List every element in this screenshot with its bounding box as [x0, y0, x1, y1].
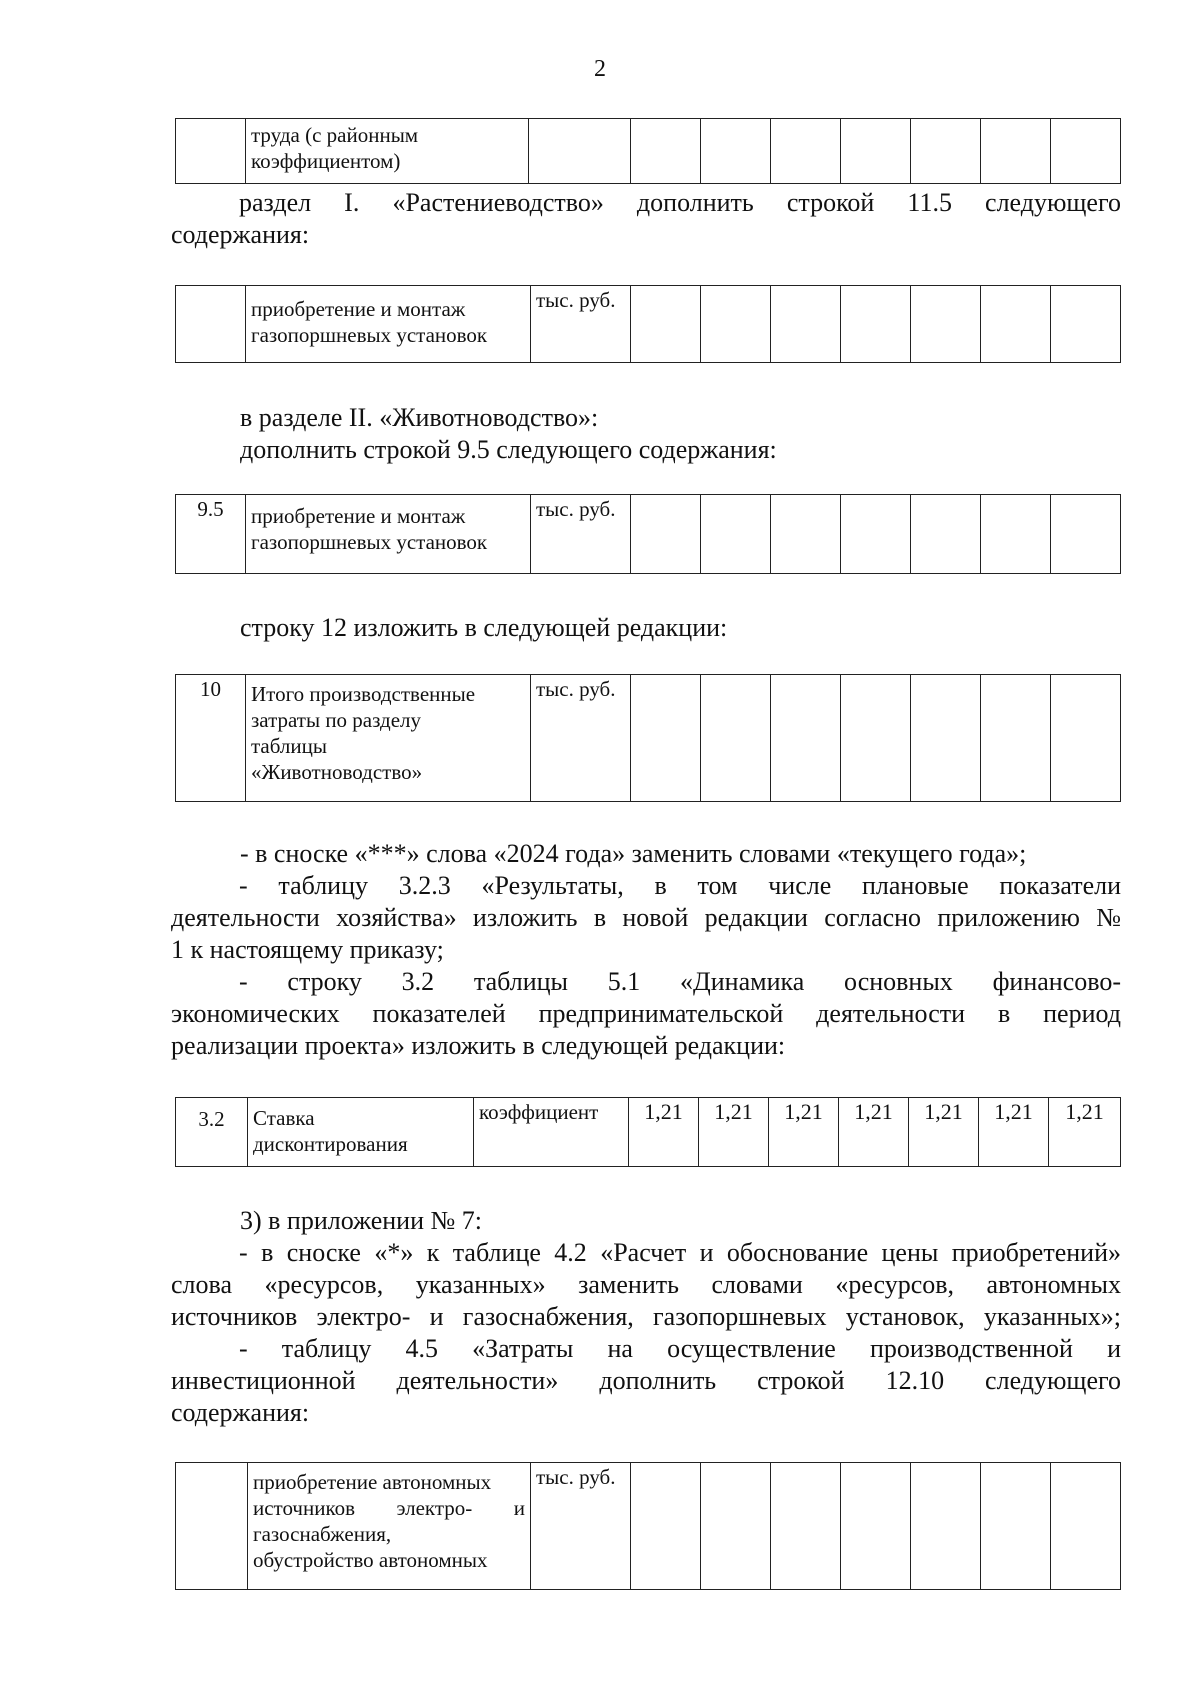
row-name-line: обустройство автономных — [253, 1548, 488, 1572]
text-line: - в сноске «*» к таблице 4.2 «Расчет и обоснование цены приобретений» — [239, 1238, 1121, 1267]
table-row — [176, 1463, 1121, 1590]
row-name-line: газопоршневых установок — [251, 323, 488, 347]
row-name-cell — [246, 286, 531, 363]
row-number-cell — [176, 119, 246, 184]
value-cell — [1051, 119, 1121, 184]
text-line: содержания: — [171, 220, 310, 249]
value-cell — [701, 675, 771, 802]
value-cell: 1,21 — [839, 1098, 909, 1167]
unit-cell: тыс. руб. — [531, 495, 631, 574]
value-cell — [701, 1463, 771, 1590]
value-cell — [981, 675, 1051, 802]
row-name-line: приобретение и монтаж — [251, 297, 466, 321]
value-cell — [981, 119, 1051, 184]
row-number-cell: 3.2 — [176, 1098, 248, 1167]
value-cell — [911, 675, 981, 802]
row-name-cell — [248, 1098, 474, 1167]
paragraph-table-4-2 — [171, 1237, 1121, 1269]
text-line: деятельности хозяйства» изложить в новой редакции согласно приложению № — [171, 903, 1121, 932]
value-cell: 1,21 — [1049, 1098, 1121, 1167]
paragraph-section-3: строку 12 изложить в следующей редакции: — [240, 613, 728, 642]
text-line: - строку 3.2 таблицы 5.1 «Динамика основных финансово- — [239, 967, 1121, 996]
paragraph-table-5-1 — [171, 966, 1121, 998]
row-number-cell — [176, 1463, 248, 1590]
paragraph-table-3-2-3-cont — [171, 902, 1121, 934]
value-cell — [841, 119, 911, 184]
paragraph-section-2-heading: в разделе II. «Животноводство»: — [240, 403, 599, 432]
paragraph-table-4-5-cont — [171, 1365, 1121, 1397]
text-line: источников электро- и газоснабжения, газопоршневых установок, указанных»; — [171, 1302, 1121, 1331]
row-name-line: затраты по разделу — [251, 708, 422, 732]
value-cell — [771, 675, 841, 802]
value-cell: 1,21 — [629, 1098, 699, 1167]
row-number-cell: 10 — [176, 675, 246, 802]
value-cell — [841, 1463, 911, 1590]
row-number-cell — [176, 286, 246, 363]
row-name-cell — [246, 675, 531, 802]
text-line: - таблицу 4.5 «Затраты на осуществление производственной и — [239, 1334, 1121, 1363]
value-cell — [771, 286, 841, 363]
value-cell — [981, 286, 1051, 363]
value-cell — [981, 495, 1051, 574]
table-row-3-2 — [175, 1097, 1121, 1167]
text-line: слова «ресурсов, указанных» заменить словами «ресурсов, автономных — [171, 1270, 1121, 1299]
paragraph-table-4-5-end — [171, 1397, 1121, 1429]
text-line: инвестиционной деятельности» дополнить строкой 12.10 следующего — [171, 1366, 1121, 1395]
value-cell — [631, 286, 701, 363]
table-row — [176, 286, 1121, 363]
footnote-change-text: - в сноске «***» слова «2024 года» заменить словами «текущего года»; — [240, 839, 1027, 868]
row-name-line: газопоршневых установок — [251, 530, 488, 554]
value-cell — [631, 1463, 701, 1590]
row-name-line: труда (с районным — [251, 123, 419, 147]
row-name-line: таблицы — [251, 734, 327, 758]
paragraph-section-2-text: дополнить строкой 9.5 следующего содержания: — [240, 435, 777, 464]
table-row — [176, 495, 1121, 574]
value-cell — [841, 675, 911, 802]
row-name-line: коэффициентом) — [251, 149, 401, 173]
unit-cell: тыс. руб. — [531, 286, 631, 363]
value-cell — [911, 495, 981, 574]
table-row-12-10 — [175, 1462, 1121, 1590]
unit-cell: тыс. руб. — [531, 675, 631, 802]
value-cell — [771, 1463, 841, 1590]
value-cell: 1,21 — [769, 1098, 839, 1167]
paragraph-section-1 — [171, 187, 1121, 219]
value-cell — [1051, 286, 1121, 363]
page-number: 2 — [594, 56, 606, 82]
table-row — [176, 675, 1121, 802]
row-name-line: приобретение автономных — [253, 1470, 492, 1494]
row-number-cell: 9.5 — [176, 495, 246, 574]
row-name-line: дисконтирования — [253, 1132, 408, 1156]
table-row-11-5 — [175, 285, 1121, 363]
table-row — [176, 1098, 1121, 1167]
row-name-line: приобретение и монтаж — [251, 504, 466, 528]
appendix-7-heading: 3) в приложении № 7: — [240, 1206, 483, 1235]
text-line: реализации проекта» изложить в следующей редакции: — [171, 1031, 786, 1060]
text-line: экономических показателей предпринимательской деятельности в период — [171, 999, 1121, 1028]
value-cell — [701, 286, 771, 363]
value-cell — [631, 495, 701, 574]
text-line: - таблицу 3.2.3 «Результаты, в том числе плановые показатели — [239, 871, 1121, 900]
value-cell — [1051, 1463, 1121, 1590]
value-cell — [911, 1463, 981, 1590]
paragraph-table-5-1-cont — [171, 998, 1121, 1030]
paragraph-table-3-2-3-end — [171, 934, 1121, 966]
row-name-cell — [246, 495, 531, 574]
value-cell — [701, 119, 771, 184]
row-name-cell — [246, 119, 529, 184]
table-row-9-5 — [175, 494, 1121, 574]
value-cell — [771, 119, 841, 184]
unit-cell: коэффициент — [474, 1098, 629, 1167]
value-cell — [981, 1463, 1051, 1590]
paragraph-table-4-2-end — [171, 1301, 1121, 1333]
value-cell: 1,21 — [979, 1098, 1049, 1167]
paragraph-table-4-2-cont — [171, 1269, 1121, 1301]
row-name-line: Итого производственные — [251, 682, 476, 706]
value-cell: 1,21 — [699, 1098, 769, 1167]
unit-cell — [529, 119, 631, 184]
value-cell — [771, 495, 841, 574]
value-cell — [911, 119, 981, 184]
text-line: 1 к настоящему приказу; — [171, 935, 444, 964]
row-name-line: источников электро- и — [253, 1496, 525, 1520]
text-line: раздел I. «Растениеводство» дополнить строкой 11.5 следующего — [239, 188, 1121, 217]
row-name-line: Ставка — [253, 1106, 315, 1130]
value-cell — [841, 286, 911, 363]
value-cell — [1051, 675, 1121, 802]
value-cell — [911, 286, 981, 363]
row-name-line: газоснабжения, — [253, 1522, 392, 1546]
row-name-line: «Животноводство» — [251, 760, 423, 784]
paragraph-section-1-cont — [171, 219, 1121, 251]
table-row — [176, 119, 1121, 184]
value-cell — [631, 675, 701, 802]
value-cell — [701, 495, 771, 574]
value-cell — [841, 495, 911, 574]
paragraph-table-4-5 — [171, 1333, 1121, 1365]
table-labor-fragment — [175, 118, 1121, 184]
unit-cell: тыс. руб. — [531, 1463, 631, 1590]
value-cell — [1051, 495, 1121, 574]
paragraph-table-5-1-end — [171, 1030, 1121, 1062]
value-cell: 1,21 — [909, 1098, 979, 1167]
row-name-cell — [248, 1463, 531, 1590]
table-row-10 — [175, 674, 1121, 802]
text-line: содержания: — [171, 1398, 310, 1427]
paragraph-table-3-2-3 — [171, 870, 1121, 902]
value-cell — [631, 119, 701, 184]
